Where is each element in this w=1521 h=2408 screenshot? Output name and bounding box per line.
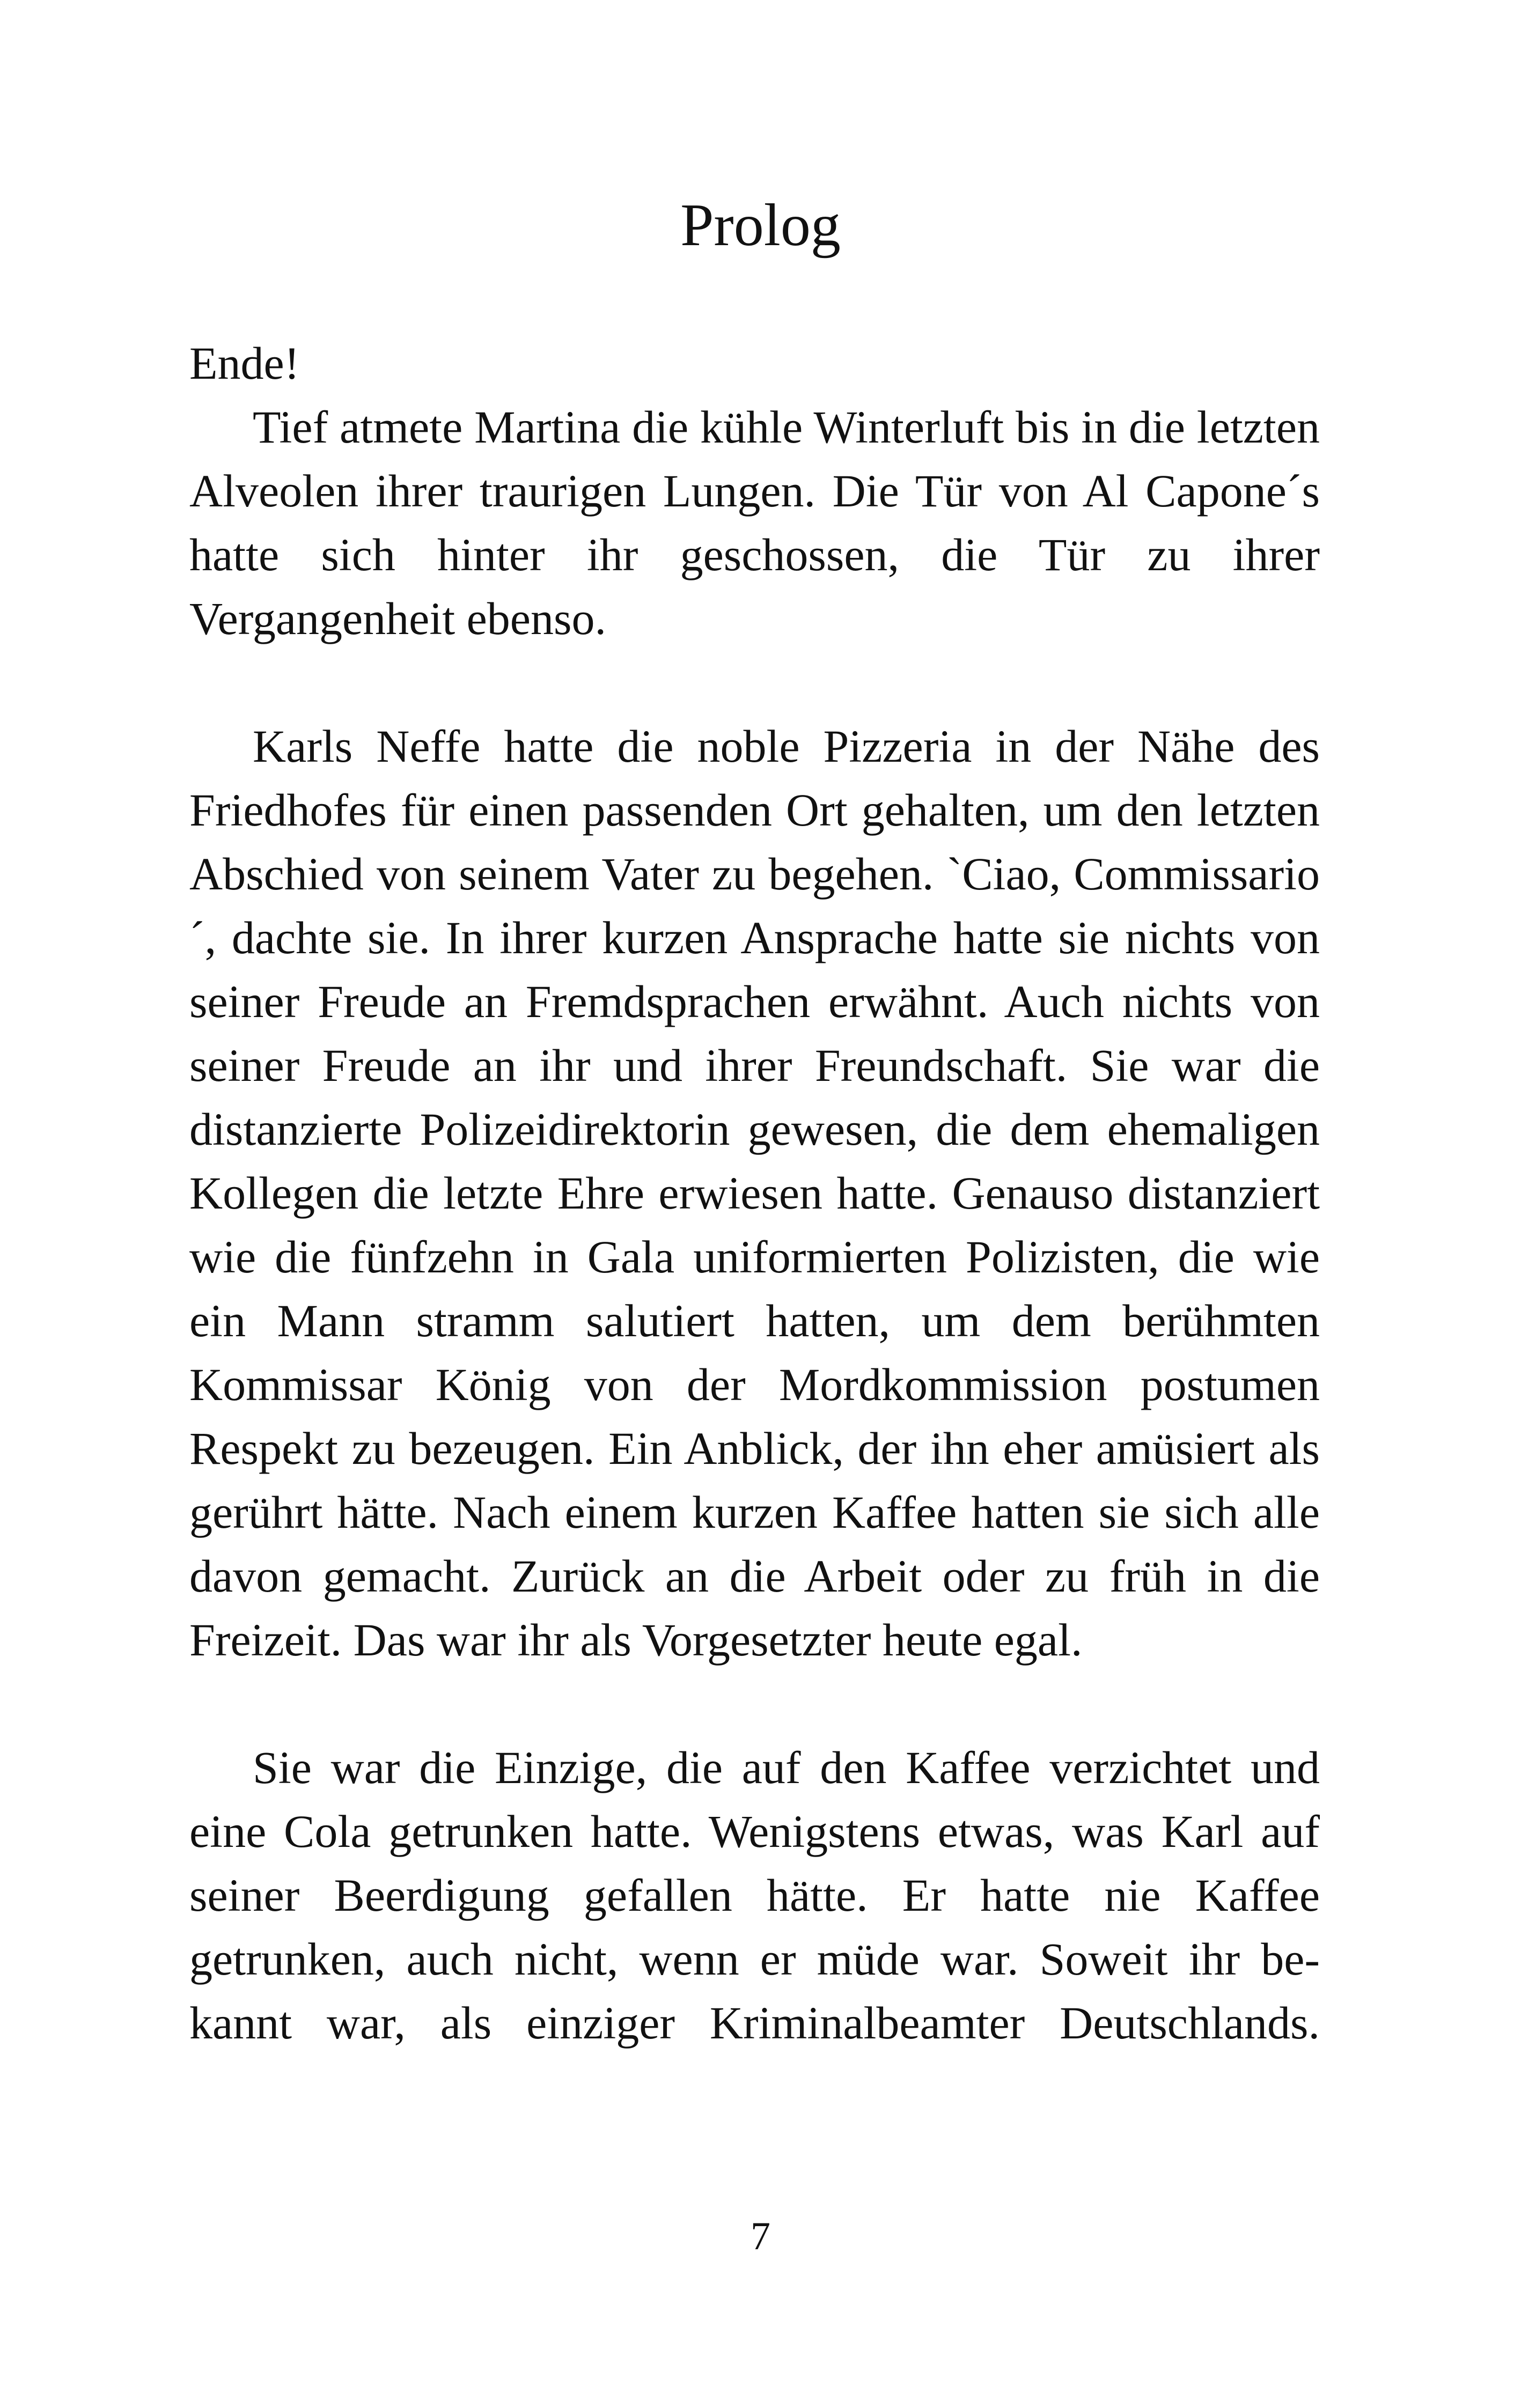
paragraph: Sie war die Einzige, die auf den Kaffee verzichtet und eine Cola getrunken hatte. Wenigstens etwas, was Karl auf seiner Beerdigung gefallen hätte. Er hatte nie Kaffee getrunken, auch nicht, wenn er müde war. Soweit ihr bekannt war, als einziger Kriminalbeamter Deutschlands. bbox=[189, 1742, 1320, 2049]
page-number: 7 bbox=[751, 2214, 770, 2258]
body-text bbox=[189, 332, 1320, 2055]
paragraph-opening: Ende! bbox=[189, 337, 300, 389]
paragraph: Karls Neffe hatte die noble Pizzeria in der Nähe des Friedhofes für einen passenden Ort gehalten, um den letzten Abschied von seinem Vater zu begehen. `Ciao, Commissario´, dachte sie. In ihrer kurzen Ansprache hatte sie nichts von seiner Freude an Fremdsprachen erwähnt. Auch nichts von seiner Freude an ihr und ihrer Freundschaft. Sie war die distanzierte Polizeidirektorin gewesen, die dem ehemaligen Kollegen die letzte Ehre erwiesen hatte. Genauso distanziert wie die fünfzehn in Gala uniformierten Polizisten, die wie ein Mann stramm salutiert hatten, um dem berühmten Kommissar König von der Mordkommission postumen Respekt zu bezeugen. Ein Anblick, der ihn eher amüsiert als gerührt hätte. Nach einem kurzen Kaffee hatten sie sich alle davon gemacht. Zurück an die Arbeit oder zu früh in die Freizeit. Das war ihr als Vorgesetzter heute egal. bbox=[189, 720, 1320, 1666]
chapter-title: Prolog bbox=[680, 192, 841, 259]
paragraph: Tief atmete Martina die kühle Winterluft bis in die letzten Alveolen ihrer traurigen Lungen. Die Tür von Al Capone´s hatte sich hinter ihr geschossen, die Tür zu ihrer Vergangenheit ebenso. bbox=[189, 401, 1320, 644]
